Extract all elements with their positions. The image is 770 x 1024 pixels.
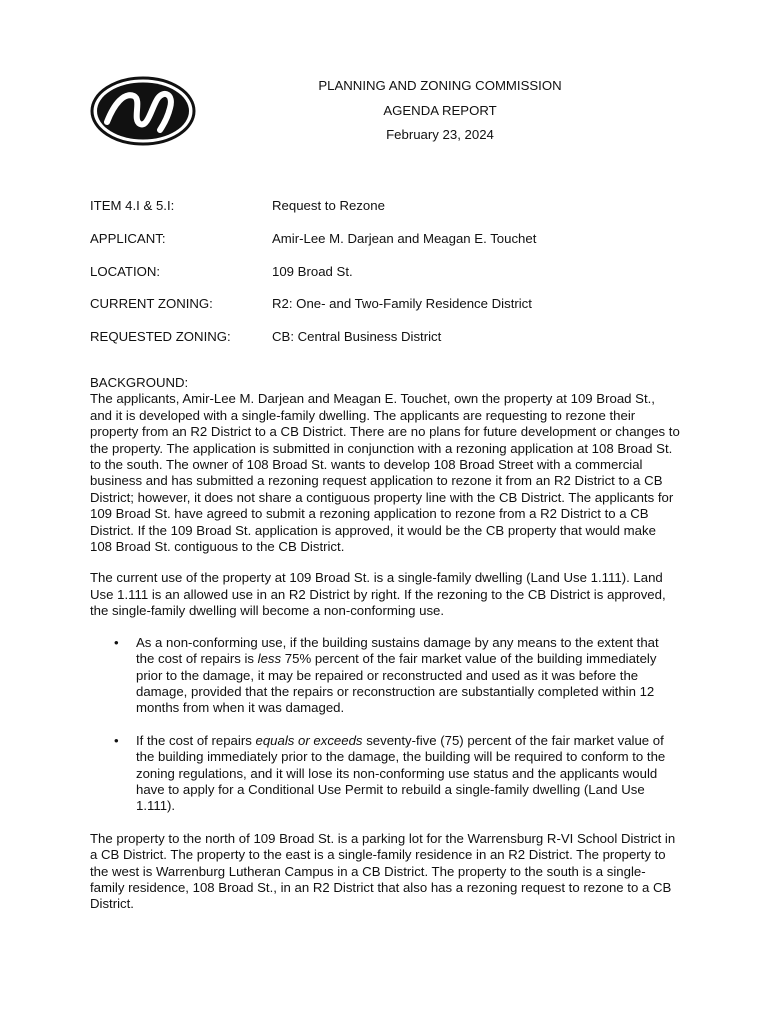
field-value: 109 Broad St. xyxy=(272,263,353,279)
field-label: APPLICANT: xyxy=(90,230,166,246)
bullet-icon: • xyxy=(114,732,119,748)
field-applicant xyxy=(90,229,710,262)
report-body xyxy=(90,375,680,928)
list-item xyxy=(114,732,680,815)
field-item xyxy=(90,196,710,229)
background-paragraph: The applicants, Amir-Lee M. Darjean and Meagan E. Touchet, own the property at 109 Broad St., and it is developed with a single-family dwelling. The applicants are requesting to rezone their property from an R2 District to a CB District. There are no plans for future development or changes to the property. The application is submitted in conjunction with a rezoning application at 108 Broad St. to the south. The owner of 108 Broad St. wants to develop 108 Broad Street with a commercial business and has submitted a rezoning request application to rezone it from an R2 District to a CB District; however, it does not share a contiguous property line with the CB District. The applicants for 109 Broad St. have agreed to submit a rezoning application to rezone from a R2 District to a CB District. If the 109 Broad St. application is approved, it would be the CB property that would make 108 Broad St. contiguous to the CB District. xyxy=(90,391,680,555)
field-value: Amir-Lee M. Darjean and Meagan E. Touchet xyxy=(272,230,537,246)
field-value: R2: One- and Two-Family Residence District xyxy=(272,296,532,312)
field-label: LOCATION: xyxy=(90,263,161,279)
item-details xyxy=(90,196,710,360)
list-item xyxy=(114,634,680,717)
list-item-text: 75% percent of the fair market value of the building immediately prior to the damage, it may be repaired or reconstructed and used as it was before the damage, provided that the repairs or reconstruction are substantially completed within 12 months from when it was damaged. xyxy=(136,651,657,716)
surroundings-paragraph: The property to the north of 109 Broad St. is a parking lot for the Warrensburg R-VI School District in a CB District. The property to the east is a single-family residence in an R2 District. The property to the west is Warrenburg Lutheran Campus in a CB District. The property to the south is a single-family residence, 108 Broad St., in an R2 District that also has a rezoning request to rezone to a CB District. xyxy=(90,830,676,912)
field-requested-zoning xyxy=(90,327,710,360)
background-section xyxy=(90,375,680,555)
list-item-text: seventy-five (75) percent of the fair market value of the building immediately prior to the damage, the building will be required to conform to the zoning regulations, and it will lose its non-conforming use status and the applicants would have to apply for a Conditional Use Permit to rebuild a single-family dwelling (Land Use 1.111). xyxy=(136,732,666,814)
nonconforming-list xyxy=(90,635,680,815)
field-value: CB: Central Business District xyxy=(272,329,442,345)
commission-title: PLANNING AND ZONING COMMISSION xyxy=(318,78,562,93)
field-label: REQUESTED ZONING: xyxy=(90,329,231,345)
background-heading: BACKGROUND: xyxy=(90,375,189,390)
list-item-text: If the cost of repairs xyxy=(136,732,256,748)
list-item-emphasis: less xyxy=(257,651,282,667)
city-logo xyxy=(90,76,196,146)
current-use-paragraph: The current use of the property at 109 Broad St. is a single-family dwelling (Land Use 1.111). Land Use 1.111 is an allowed use in an R2 District by right. If the rezoning to the CB District is approved, the single-family dwelling will become a non-conforming use. xyxy=(90,570,666,619)
bullet-icon: • xyxy=(114,634,119,650)
field-current-zoning xyxy=(90,294,710,327)
report-header xyxy=(240,74,640,148)
field-value: Request to Rezone xyxy=(272,198,385,213)
field-label: CURRENT ZONING: xyxy=(90,296,213,312)
report-type: AGENDA REPORT xyxy=(383,102,497,118)
list-item-text: As a non-conforming use, if the building sustains damage by any means to the extent that the cost of repairs is xyxy=(136,634,659,667)
field-label: ITEM 4.I & 5.I: xyxy=(90,198,175,213)
list-item-emphasis: equals or exceeds xyxy=(255,732,363,748)
field-location xyxy=(90,262,710,295)
report-date: February 23, 2024 xyxy=(386,127,494,142)
